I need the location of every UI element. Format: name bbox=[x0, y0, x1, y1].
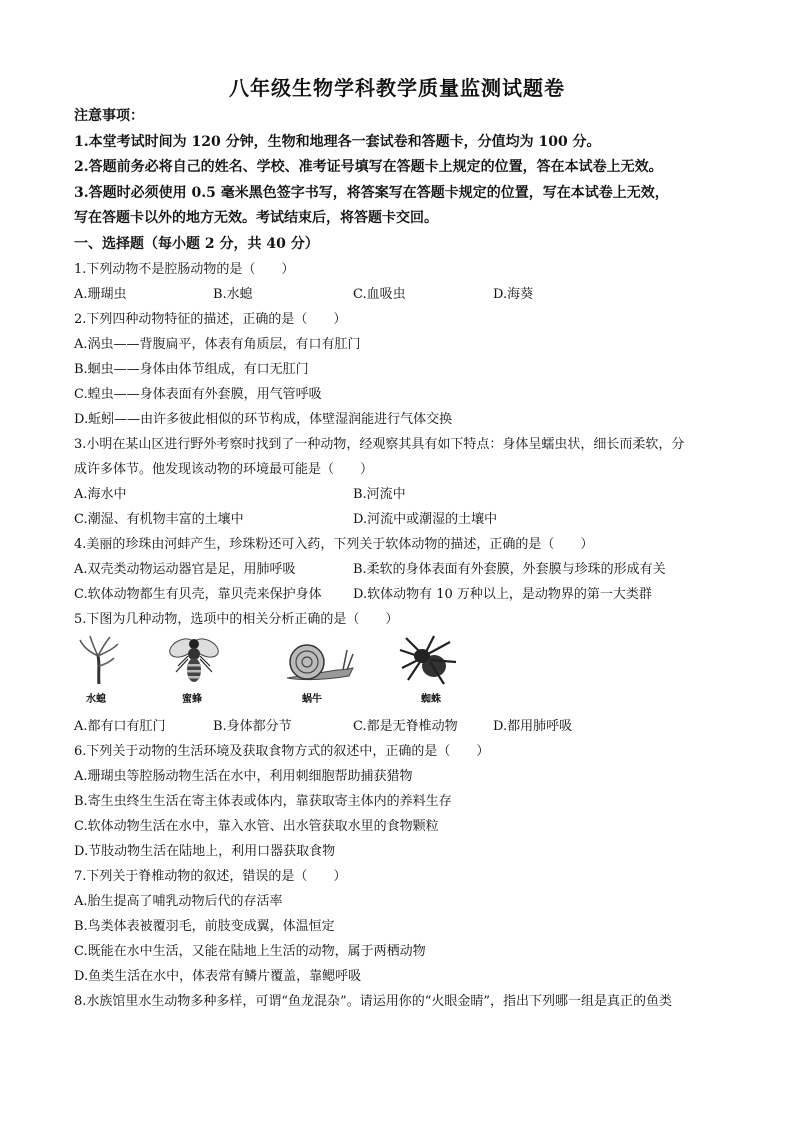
question-stem: 2.下列四种动物特征的描述，正确的是（ ） bbox=[74, 312, 347, 327]
caption-spider: 蜘蛛 bbox=[421, 694, 441, 705]
option-c: C.潮湿、有机物丰富的土壤中 bbox=[74, 512, 244, 527]
question-stem: 3.小明在某山区进行野外考察时找到了一种动物，经观察其具有如下特点：身体呈蠕虫状，细长而柔软，分 bbox=[74, 437, 685, 452]
question-stem-cont: 成许多体节。他发现该动物的环境最可能是（ ） bbox=[74, 462, 374, 477]
option-d: D.蚯蚓——由许多彼此相似的环节构成，体壁湿润能进行气体交换 bbox=[74, 412, 453, 427]
option-d: D.河流中或潮湿的土壤中 bbox=[353, 512, 498, 527]
option-c: C.蝗虫——身体表面有外套膜，用气管呼吸 bbox=[74, 387, 322, 402]
option-a: A.海水中 bbox=[74, 487, 127, 502]
hydra-image bbox=[76, 634, 122, 686]
question-stem: 8.水族馆里水生动物多种多样，可谓“鱼龙混杂”。请运用你的“火眼金睛”，指出下列哪一组是真正的鱼类 bbox=[74, 994, 672, 1009]
option-a: A.胎生提高了哺乳动物后代的存活率 bbox=[74, 894, 283, 909]
option-c: C.软体动物都生有贝壳，靠贝壳来保护身体 bbox=[74, 587, 322, 602]
option-d: D.节肢动物生活在陆地上，利用口器获取食物 bbox=[74, 844, 336, 859]
question-stem: 4.美丽的珍珠由河蚌产生，珍珠粉还可入药，下列关于软体动物的描述，正确的是（ ） bbox=[74, 537, 594, 552]
option-d: D.海葵 bbox=[493, 287, 534, 302]
notice-heading: 注意事项： bbox=[74, 108, 144, 124]
option-b: B.身体都分节 bbox=[213, 719, 292, 734]
question-stem: 5.下图为几种动物，选项中的相关分析正确的是（ ） bbox=[74, 612, 399, 627]
notice-item: 3.答题时必须使用 0.5 毫米黑色签字书写，将答案写在答题卡规定的位置，写在本试卷上无效， bbox=[74, 185, 669, 201]
option-c: C.血吸虫 bbox=[353, 287, 406, 302]
option-c: C.软体动物生活在水中，靠入水管、出水管获取水里的食物颗粒 bbox=[74, 819, 439, 834]
option-b: B.蛔虫——身体由体节组成，有口无肛门 bbox=[74, 362, 309, 377]
option-b: B.水螅 bbox=[213, 287, 253, 302]
page-title: 八年级生物学科教学质量监测试题卷 bbox=[229, 76, 565, 100]
option-b: B.寄生虫终生生活在寄主体表或体内，靠获取寄主体内的养料生存 bbox=[74, 794, 452, 809]
option-d: D.都用肺呼吸 bbox=[493, 719, 573, 734]
snail-image bbox=[283, 640, 355, 684]
question-stem: 7.下列关于脊椎动物的叙述，错误的是（ ） bbox=[74, 869, 347, 884]
notice-item: 写在答题卡以外的地方无效。考试结束后，将答题卡交回。 bbox=[74, 210, 438, 226]
notice-item: 1.本堂考试时间为 120 分钟，生物和地理各一套试卷和答题卡，分值均为 100 分。 bbox=[74, 134, 601, 150]
option-a: A.珊瑚虫 bbox=[74, 287, 127, 302]
notice-item: 2.答题前务必将自己的姓名、学校、准考证号填写在答题卡上规定的位置，答在本试卷上无效。 bbox=[74, 159, 663, 175]
option-a: A.珊瑚虫等腔肠动物生活在水中，利用刺细胞帮助捕获猎物 bbox=[74, 769, 413, 784]
option-a: A.都有口有肛门 bbox=[74, 719, 166, 734]
option-b: B.柔软的身体表面有外套膜，外套膜与珍珠的形成有关 bbox=[353, 562, 666, 577]
option-b: B.鸟类体表被覆羽毛，前肢变成翼，体温恒定 bbox=[74, 919, 335, 934]
question-stem: 1.下列动物不是腔肠动物的是（ ） bbox=[74, 262, 295, 277]
option-a: A.双壳类动物运动器官是足，用肺呼吸 bbox=[74, 562, 296, 577]
bee-image bbox=[166, 632, 222, 688]
section-heading: 一、选择题（每小题 2 分，共 40 分） bbox=[74, 236, 319, 252]
caption-snail: 蜗牛 bbox=[302, 694, 322, 705]
option-b: B.河流中 bbox=[353, 487, 406, 502]
option-c: C.都是无脊椎动物 bbox=[353, 719, 458, 734]
question-stem: 6.下列关于动物的生活环境及获取食物方式的叙述中，正确的是（ ） bbox=[74, 744, 490, 759]
option-d: D.鱼类生活在水中，体表常有鳞片覆盖，靠鳃呼吸 bbox=[74, 969, 362, 984]
caption-bee: 蜜蜂 bbox=[182, 694, 202, 705]
spider-image bbox=[398, 632, 460, 688]
option-a: A.涡虫——背腹扁平，体表有角质层，有口有肛门 bbox=[74, 337, 361, 352]
option-d: D.软体动物有 10 万种以上，是动物界的第一大类群 bbox=[353, 587, 652, 602]
option-c: C.既能在水中生活，又能在陆地上生活的动物，属于两栖动物 bbox=[74, 944, 426, 959]
caption-hydra: 水螅 bbox=[86, 694, 106, 705]
